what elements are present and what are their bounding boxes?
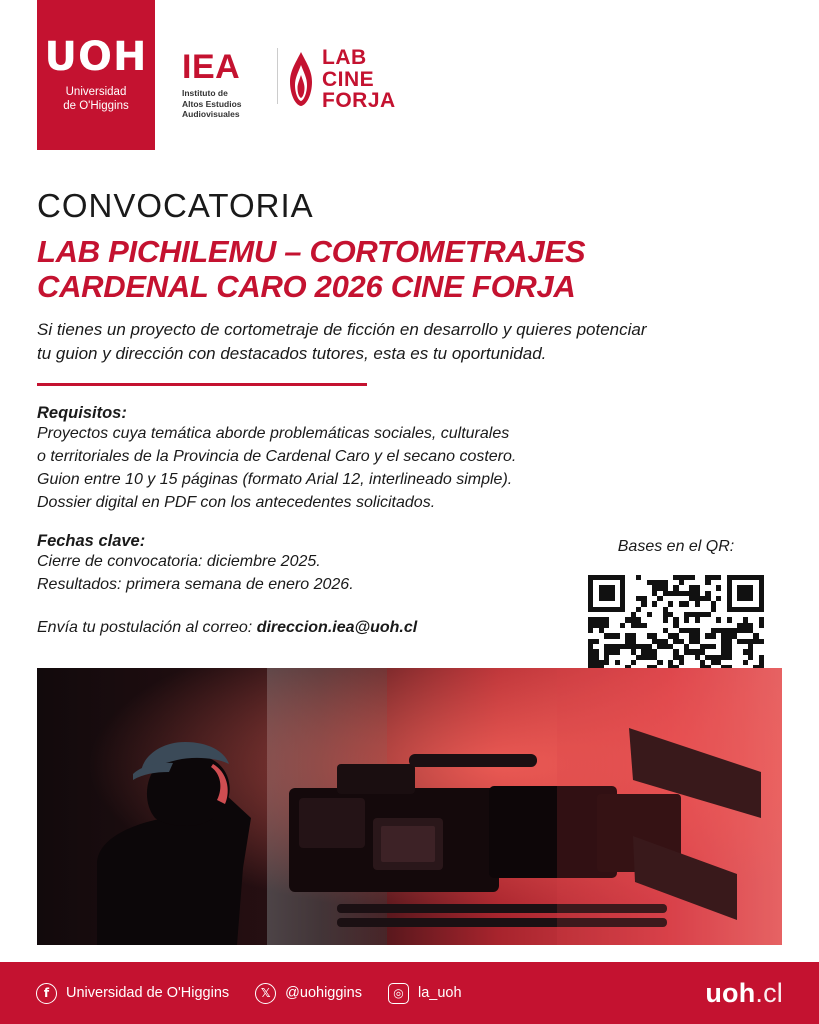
forja-wordmark [322,47,396,112]
page-title [37,235,782,304]
x-label: @uohiggins [285,985,362,1001]
instagram-icon: ◎ [388,983,409,1004]
facebook-label: Universidad de O'Higgins [66,985,230,1001]
email-prefix: Envía tu postulación al correo: [37,618,257,636]
uoh-subtitle [63,85,128,114]
lead-paragraph [37,318,767,365]
hero-photo [37,668,782,945]
fechas-line: Resultados: primera semana de enero 2026. [37,575,354,593]
facebook-icon: f [36,983,57,1004]
social-x[interactable] [255,983,362,1004]
page-title-line2: CARDENAL CARO 2026 CINE FORJA [37,268,576,304]
footer [0,962,819,1024]
iea-logo-block [182,50,277,120]
iea-subtitle [182,88,277,120]
website-bold: uoh [705,977,756,1008]
requisitos-title: Requisitos: [37,404,127,423]
requisitos-line: Proyectos cuya temática aborde problemáticas sociales, culturales [37,425,510,443]
requisitos-section [37,404,782,514]
forja-line-2: CINE [322,67,375,91]
uoh-subtitle-line1: Universidad [65,85,127,98]
uoh-subtitle-line2: de O'Higgins [63,100,129,112]
fechas-title: Fechas clave: [37,532,146,551]
iea-acronym: IEA [182,48,241,86]
iea-subtitle-line1: Instituto de [182,88,228,98]
forja-line-1: LAB [322,46,367,69]
kicker: CONVOCATORIA [37,187,314,224]
website-tld: .cl [755,977,783,1008]
requisitos-line: Guion entre 10 y 15 páginas (formato Arial 12, interlineado simple). [37,470,513,488]
iea-subtitle-line3: Audiovisuales [182,109,240,120]
iea-subtitle-line2: Altos Estudios [182,98,242,109]
qr-label: Bases en el QR: [617,538,735,555]
website-link[interactable] [705,978,783,1009]
uoh-wordmark: UOH [44,33,148,80]
accent-divider [37,383,367,386]
uoh-logo-block [37,0,155,150]
forja-line-3: FORJA [322,89,396,113]
x-twitter-icon: 𝕏 [255,983,276,1004]
header-divider [277,48,278,104]
requisitos-line: Dossier digital en PDF con los antecedentes solicitados. [37,493,436,511]
page-title-line1: LAB PICHILEMU – CORTOMETRAJES [37,234,586,269]
requisitos-line: o territoriales de la Provincia de Cardenal Caro y el secano costero. [37,448,517,466]
instagram-label: la_uoh [417,985,462,1001]
lead-line2: tu guion y dirección con destacados tutores, esta es tu oportunidad. [37,343,547,363]
lead-line1: Si tienes un proyecto de cortometraje de ficción en desarrollo y quieres potenciar [37,320,647,340]
fechas-line: Cierre de convocatoria: diciembre 2025. [37,553,321,571]
social-facebook[interactable] [36,983,229,1004]
lab-cine-forja-logo [288,47,396,112]
social-instagram[interactable] [388,983,462,1004]
flame-icon [288,51,314,107]
email-address[interactable]: direccion.iea@uoh.cl [256,618,418,636]
header [0,0,819,155]
